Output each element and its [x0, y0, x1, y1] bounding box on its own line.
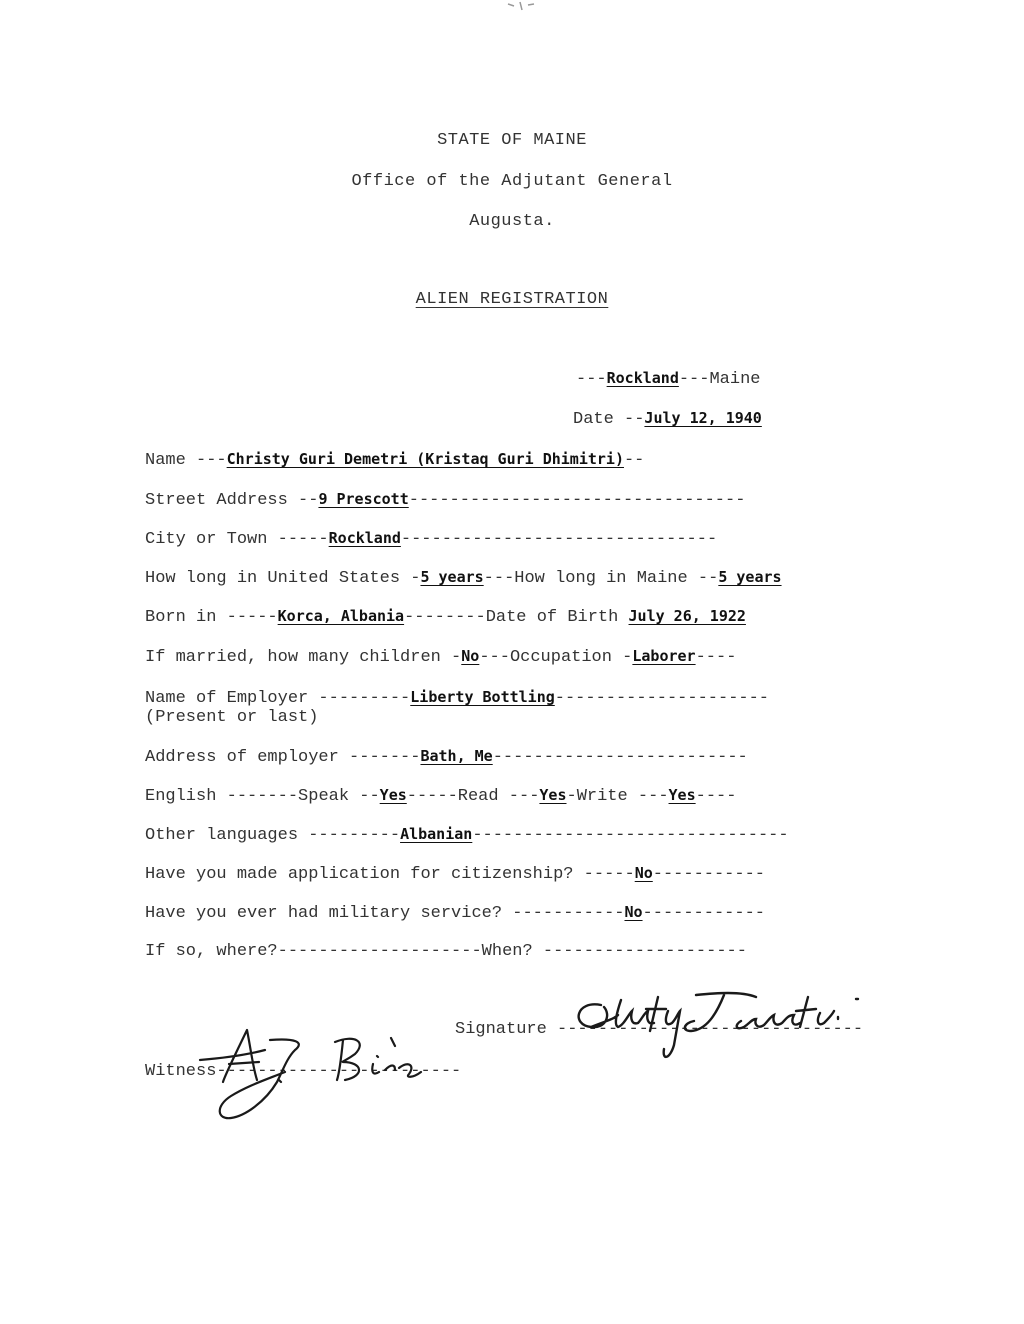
english-line: English -------Speak --Yes-----Read ---Yes-Write ---Yes---- — [145, 786, 737, 806]
employer-label: Name of Employer — [145, 689, 309, 708]
us-label: How long in United States — [145, 569, 401, 588]
occupation-label: Occupation — [509, 648, 612, 667]
where-label: If so, where? — [145, 942, 278, 961]
place-line: ---Rockland---Maine — [576, 369, 761, 389]
speak-label: Speak — [298, 787, 350, 806]
military-label: Have you ever had military service? — [145, 904, 503, 923]
header-city: Augusta. — [469, 212, 555, 231]
other-lang-line: Other languages ---------Albanian------------------------------- — [145, 825, 789, 845]
employer-value: Liberty Bottling — [410, 688, 555, 706]
place-town: Rockland — [606, 369, 679, 387]
children-value: No — [461, 647, 480, 665]
residence-line: How long in United States -5 years---How long in Maine --5 years — [145, 568, 782, 588]
header-state: STATE OF MAINE — [437, 131, 587, 150]
emp-addr-value: Bath, Me — [420, 747, 493, 765]
date-line: Date --July 12, 1940 — [573, 409, 762, 429]
write-value: Yes — [668, 786, 696, 804]
employer-sub: (Present or last) — [145, 708, 319, 727]
form-title — [0, 290, 1024, 309]
family-line: If married, how many children -No---Occupation -Laborer---- — [145, 647, 737, 667]
top-edge-mark — [490, 0, 550, 14]
us-value: 5 years — [420, 568, 484, 586]
where-line: If so, where?--------------------When? -------------------- — [145, 942, 747, 961]
birth-line: Born in -----Korca, Albania--------Date of Birth July 26, 1922 — [145, 607, 746, 627]
dob-label: Date of Birth — [485, 608, 619, 627]
employer-line: Name of Employer ---------Liberty Bottling--------------------- — [145, 688, 770, 708]
city-value: Rockland — [328, 529, 401, 547]
english-label: English — [145, 787, 217, 806]
emp-addr-label: Address of employer — [145, 748, 339, 767]
occupation-value: Laborer — [632, 647, 696, 665]
witness-handwriting — [195, 1020, 435, 1125]
city-label: City or Town — [145, 530, 268, 549]
maine-label: How long in Maine — [514, 569, 688, 588]
children-label: If married, how many children — [145, 648, 441, 667]
name-value: Christy Guri Demetri (Kristaq Guri Dhimitri) — [226, 450, 624, 468]
military-value: No — [624, 903, 643, 921]
witness-line: Witness------------------------ — [145, 1062, 462, 1081]
witness-label: Witness — [145, 1062, 217, 1081]
name-line: Name ---Christy Guri Demetri (Kristaq Guri Dhimitri)-- — [145, 450, 645, 470]
maine-value: 5 years — [718, 568, 782, 586]
speak-value: Yes — [379, 786, 407, 804]
place-state: Maine — [709, 370, 761, 389]
dob-value: July 26, 1922 — [628, 607, 746, 625]
born-value: Korca, Albania — [277, 607, 405, 625]
citizenship-label: Have you made application for citizenship? — [145, 865, 574, 884]
date-label: Date — [573, 410, 614, 429]
other-lang-value: Albanian — [400, 825, 473, 843]
street-label: Street Address — [145, 491, 288, 510]
when-label: When? — [481, 942, 533, 961]
read-value: Yes — [539, 786, 567, 804]
form-title-text: ALIEN REGISTRATION — [415, 290, 609, 309]
signature-line: Signature ------------------------------ — [455, 1020, 864, 1039]
military-line: Have you ever had military service? -----------No------------ — [145, 903, 765, 923]
emp-addr-line: Address of employer -------Bath, Me------------------------- — [145, 747, 748, 767]
write-label: Write — [576, 787, 628, 806]
street-value: 9 Prescott — [318, 490, 409, 508]
signature-handwriting — [566, 975, 876, 1065]
name-label: Name — [145, 451, 186, 470]
date-value: July 12, 1940 — [644, 409, 762, 427]
signature-label: Signature — [455, 1020, 547, 1039]
city-line: City or Town -----Rockland------------------------------- — [145, 529, 718, 549]
citizenship-line: Have you made application for citizenship? -----No----------- — [145, 864, 765, 884]
header-office: Office of the Adjutant General — [351, 172, 673, 191]
read-label: Read — [457, 787, 499, 806]
citizenship-value: No — [634, 864, 653, 882]
street-line: Street Address --9 Prescott--------------------------------- — [145, 490, 746, 510]
born-label: Born in — [145, 608, 217, 627]
other-lang-label: Other languages — [145, 826, 299, 845]
